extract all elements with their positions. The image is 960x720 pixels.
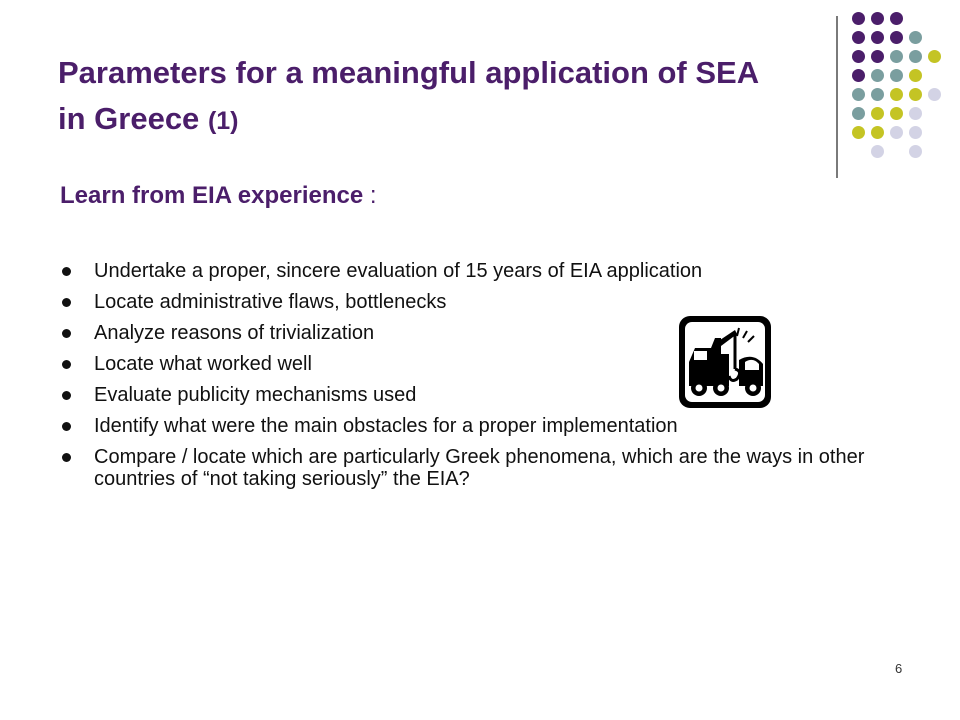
- bullet-marker: [62, 267, 71, 276]
- page-number: 6: [895, 661, 903, 676]
- decorative-dot: [871, 88, 884, 101]
- decorative-divider-line: [836, 16, 838, 178]
- decorative-dot: [871, 145, 884, 158]
- decorative-dot: [852, 31, 865, 44]
- decorative-dot: [871, 31, 884, 44]
- decorative-dot: [890, 69, 903, 82]
- bullet-marker: [62, 360, 71, 369]
- slide-title: [58, 50, 778, 144]
- decorative-dot: [890, 107, 903, 120]
- bullet-item: [62, 322, 922, 344]
- decorative-dot: [852, 88, 865, 101]
- slide-subtitle: [60, 182, 377, 210]
- decorative-dot: [852, 12, 865, 25]
- decorative-dot: [909, 107, 922, 120]
- decorative-dot: [890, 12, 903, 25]
- bullet-text: Undertake a proper, sincere evaluation of 15 years of EIA application: [94, 260, 703, 282]
- bullet-text: Locate administrative flaws, bottlenecks: [94, 291, 447, 313]
- decorative-dot-grid: [845, 12, 945, 157]
- bullet-item: [62, 415, 922, 437]
- bullet-item: [62, 446, 922, 490]
- slide-subtitle-text: Learn from EIA experience: [60, 182, 364, 209]
- decorative-dot: [852, 50, 865, 63]
- decorative-dot: [909, 69, 922, 82]
- slide-subtitle-colon: :: [369, 182, 377, 209]
- decorative-dot: [871, 50, 884, 63]
- decorative-dot: [928, 88, 941, 101]
- bullet-marker: [62, 298, 71, 307]
- decorative-dot: [852, 69, 865, 82]
- bullet-marker: [62, 453, 71, 462]
- bullet-item: [62, 260, 922, 282]
- tow-truck-icon: [677, 314, 773, 410]
- decorative-dot: [928, 50, 941, 63]
- bullet-marker: [62, 391, 71, 400]
- bullet-item: [62, 291, 922, 313]
- decorative-dot: [909, 50, 922, 63]
- decorative-dot: [871, 69, 884, 82]
- bullet-text: Locate what worked well: [94, 353, 312, 375]
- bullet-text: Identify what were the main obstacles for a proper implementation: [94, 415, 678, 437]
- decorative-dot: [852, 107, 865, 120]
- decorative-dot: [890, 126, 903, 139]
- slide-title-main: Parameters for a meaningful application of SEA in Greece: [58, 55, 758, 136]
- decorative-dot: [909, 31, 922, 44]
- decorative-dot: [890, 88, 903, 101]
- decorative-dot: [909, 145, 922, 158]
- bullet-item: [62, 384, 922, 406]
- decorative-dot: [909, 88, 922, 101]
- decorative-dot: [909, 126, 922, 139]
- bullet-item: [62, 353, 922, 375]
- slide-title-suffix: (1): [207, 107, 239, 135]
- bullet-marker: [62, 422, 71, 431]
- decorative-dot: [871, 12, 884, 25]
- decorative-dot: [852, 126, 865, 139]
- bullet-text: Compare / locate which are particularly Greek phenomena, which are the ways in other countries of “not taking seriously” the EIA?: [94, 446, 865, 490]
- bullet-text: Analyze reasons of trivialization: [94, 322, 375, 344]
- bullet-list: [62, 260, 922, 499]
- decorative-dot: [871, 126, 884, 139]
- bullet-text: Evaluate publicity mechanisms used: [94, 384, 417, 406]
- decorative-dot: [890, 31, 903, 44]
- decorative-dot: [890, 50, 903, 63]
- bullet-marker: [62, 329, 71, 338]
- decorative-dot: [871, 107, 884, 120]
